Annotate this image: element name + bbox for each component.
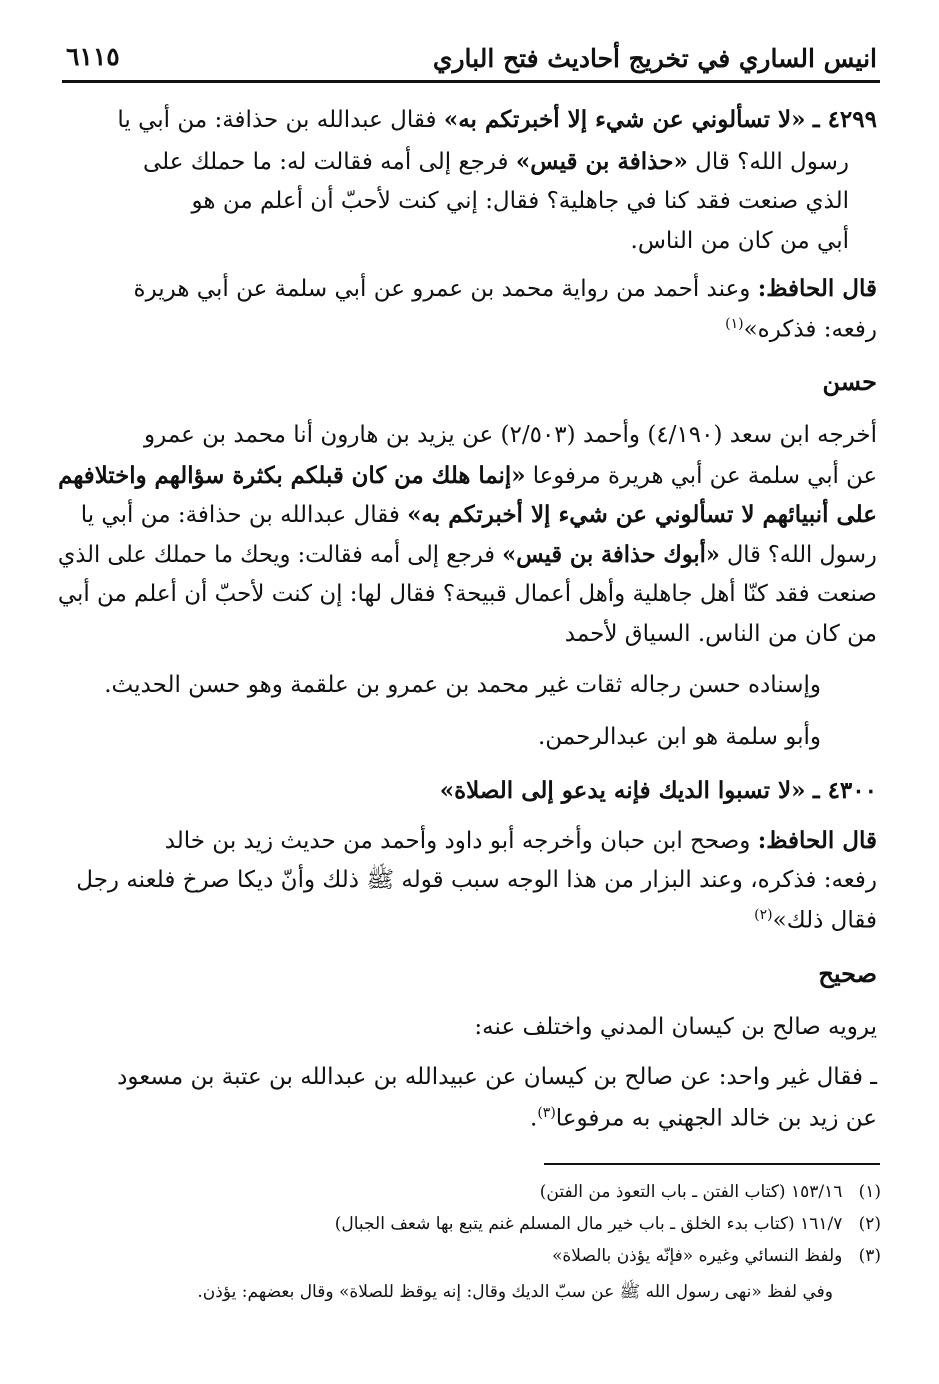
takhrij-line-3 [81, 503, 877, 527]
footnote-3 [552, 1248, 881, 1265]
hafiz-paragraph-line-1 [134, 277, 877, 301]
hadith-text: «إنما هلك من كان قبلكم بكثرة سؤالهم واختلافهم [58, 462, 526, 489]
body-text: وعند أحمد من رواية محمد بن عمرو عن أبي سلمة عن أبي هريرة [133, 276, 751, 302]
body-text: . [530, 1105, 538, 1132]
entry-4299-line-1 [117, 108, 877, 132]
footnote-ref: (٢) [754, 907, 773, 923]
footnote-text: ولفظ النسائي وغيره «فإنّه يؤذن بالصلاة» [552, 1246, 843, 1266]
header-rule [62, 80, 880, 83]
footnote-1 [540, 1184, 881, 1201]
footnote-number: (١) [858, 1182, 881, 1202]
hadith-text: «لا تسبوا الديك فإنه يدعو إلى الصلاة» [439, 777, 806, 804]
body-text: فرجع إلى أمه فقالت له: ما حملك على [142, 149, 509, 175]
footnote-text: ١٥٣/١٦ (كتاب الفتن ـ باب التعوذ من الفتن) [539, 1182, 843, 1202]
footnote-number: (٣) [858, 1246, 881, 1266]
hadith-text: «حذافة بن قيس» [515, 148, 688, 175]
isnad-note: وإسناده حسن رجاله ثقات غير محمد بن عمرو بن علقمة وهو حسن الحديث. [104, 672, 821, 698]
footnote-3-continuation: وفي لفظ «نهى رسول الله ﷺ عن سبّ الديك وقال: إنه يوقظ للصلاة» وقال بعضهم: يؤذن. [197, 1282, 833, 1302]
ghayr-line-1: ـ فقال غير واحد: عن صالح بن كيسان عن عبيدالله بن عبدالله بن عتبة بن مسعود [117, 1064, 877, 1090]
page-number: ٦١١٥ [66, 42, 120, 71]
entry-4300-line-1 [440, 779, 877, 803]
hadith-text: «لا تسألوني عن شيء إلا أخبرتكم به» [443, 106, 806, 133]
body-text: فقال عبدالله بن حذافة: من أبي يا [117, 107, 437, 133]
footnote-text: ١٦١/٧ (كتاب بدء الخلق ـ باب خير مال المسلم غنم يتبع بها شعف الجبال) [334, 1214, 843, 1234]
running-header-title: انيس الساري في تخريج أحاديث فتح الباري [432, 44, 877, 73]
body-text: عن أبي سلمة عن أبي هريرة مرفوعا [532, 463, 877, 489]
ghayr-line-2 [530, 1106, 877, 1131]
hafiz-4300-line-2: رفعه: فذكره، وعند البزار من هذا الوجه سبب قوله ﷺ ذلك وأنّ ديكا صرخ فلعنه رجل [76, 867, 877, 893]
body-text: رفعه: فذكره» [743, 316, 877, 343]
riwaya-line: يرويه صالح بن كيسان المدني واختلف عنه: [474, 1014, 877, 1040]
hafiz-4300-line-3 [754, 908, 877, 933]
hadith-text: على أنبيائهم لا تسألوني عن شيء إلا أخبرتكم به» [407, 501, 877, 528]
entry-4299-line-4: أبي من كان من الناس. [630, 228, 849, 254]
entry-number: ٤٣٠٠ ـ [812, 777, 877, 804]
hadith-text: «أبوك حذافة بن قيس» [502, 541, 721, 568]
hafiz-label: قال الحافظ: [757, 827, 877, 854]
body-text: عن زيد بن خالد الجهني به مرفوعا [555, 1105, 877, 1132]
body-text: فقال ذلك» [772, 907, 877, 934]
takhrij-line-2 [58, 464, 877, 488]
body-text: رسول الله؟ قال [727, 542, 877, 568]
takhrij-line-1: أخرجه ابن سعد (٤/١٩٠) وأحمد (٢/٥٠٣) عن يزيد بن هارون أنا محمد بن عمرو [144, 422, 877, 448]
abu-salama-note: وأبو سلمة هو ابن عبدالرحمن. [537, 724, 821, 750]
footnote-ref: (١) [725, 316, 744, 332]
body-text: رسول الله؟ قال [695, 149, 849, 175]
hafiz-paragraph-line-2 [725, 317, 877, 342]
entry-4299-line-2 [143, 150, 849, 174]
footnote-ref: (٣) [537, 1105, 556, 1121]
grade-heading: حسن [822, 367, 877, 396]
footnote-2 [335, 1216, 881, 1233]
hafiz-4300-line-1 [165, 829, 877, 853]
body-text: فرجع إلى أمه فقالت: ويحك ما حملك على الذي [58, 542, 496, 568]
hafiz-label: قال الحافظ: [757, 275, 877, 302]
grade-heading: صحيح [818, 959, 877, 988]
takhrij-line-5: صنعت فقد كنّا أهل جاهلية وأهل أعمال قبيحة؟ فقال لها: إن كنت لأحبّ أن أعلم من أبي [58, 581, 877, 607]
body-text: فقال عبدالله بن حذافة: من أبي يا [80, 502, 400, 528]
footnote-number: (٢) [858, 1214, 881, 1234]
footnote-rule [544, 1163, 880, 1165]
body-text: وصحح ابن حبان وأخرجه أبو داود وأحمد من حديث زيد بن خالد [164, 828, 751, 854]
entry-number: ٤٢٩٩ ـ [812, 106, 877, 133]
takhrij-line-6: من كان من الناس. السياق لأحمد [564, 621, 877, 647]
entry-4299-line-3: الذي صنعت فقد كنا في جاهلية؟ فقال: إني كنت لأحبّ أن أعلم من هو [191, 188, 849, 214]
takhrij-line-4 [58, 543, 877, 567]
